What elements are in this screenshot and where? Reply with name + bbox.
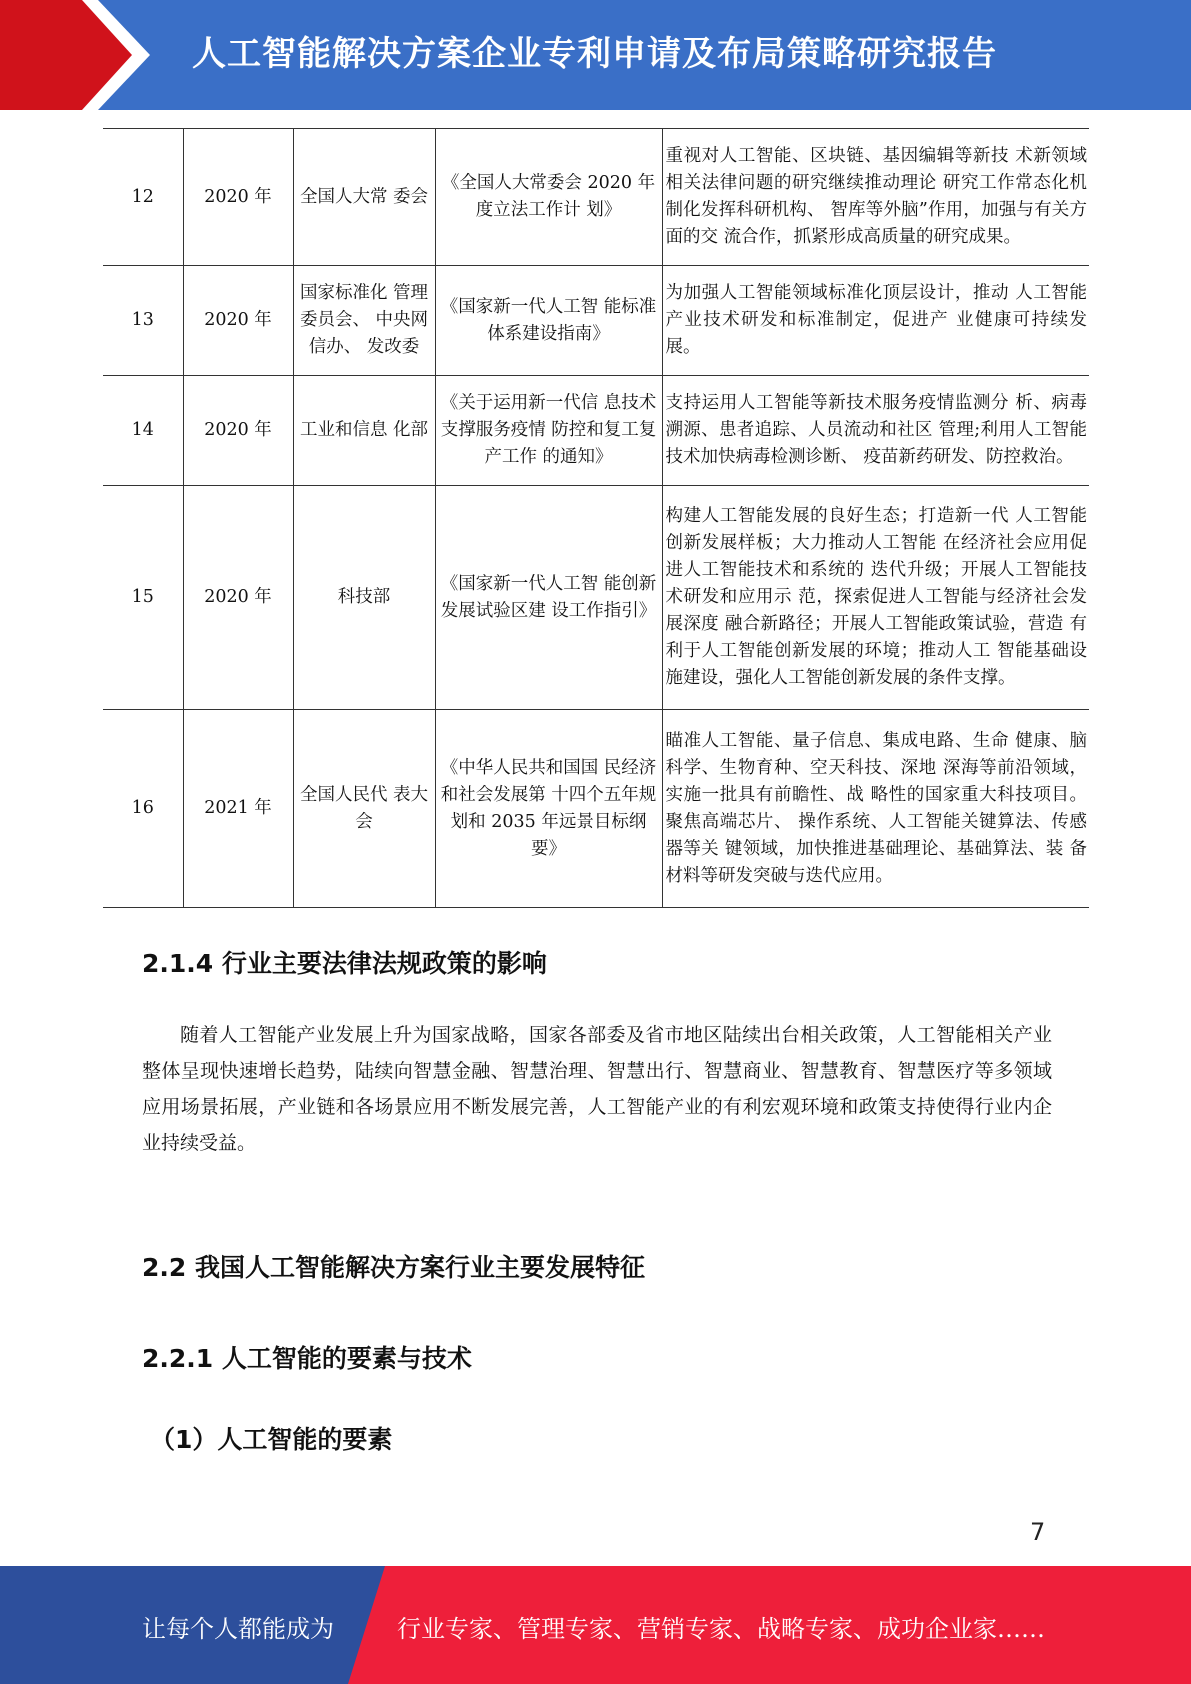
- row-number: 16: [103, 710, 183, 908]
- page-number: 7: [1030, 1518, 1046, 1546]
- row-document: 《国家新一代人工智 能标准体系建设指南》: [435, 266, 662, 376]
- row-document: 《国家新一代人工智 能创新发展试验区建 设工作指引》: [435, 486, 662, 710]
- table-row: [103, 486, 1089, 710]
- row-document: 《中华人民共和国国 民经济和社会发展第 十四个五年规划和 2035 年远景目标纲要》: [435, 710, 662, 908]
- report-title: 人工智能解决方案企业专利申请及布局策略研究报告: [192, 34, 997, 74]
- row-document: 《关于运用新一代信 息技术支撑服务疫情 防控和复工复产工作 的通知》: [435, 376, 662, 486]
- row-department: 科技部: [293, 486, 435, 710]
- row-number: 12: [103, 129, 183, 266]
- table-row: [103, 376, 1089, 486]
- body-paragraph: 随着人工智能产业发展上升为国家战略，国家各部委及省市地区陆续出台相关政策，人工智能相关产业整体呈现快速增长趋势，陆续向智慧金融、智慧治理、智慧出行、智慧商业、智慧教育、智慧医疗等多领域应用场景拓展，产业链和各场景应用不断发展完善，人工智能产业的有利宏观环境和政策支持使得行业内企业持续受益。: [142, 1024, 1052, 1154]
- table-row: [103, 129, 1089, 266]
- header-red-arrow: [0, 0, 150, 110]
- footer-slogan-right: 行业专家、管理专家、营销专家、战略专家、成功企业家……: [397, 1615, 1045, 1643]
- row-number: 15: [103, 486, 183, 710]
- row-department: 工业和信息 化部: [293, 376, 435, 486]
- row-document: 《全国人大常委会 2020 年度立法工作计 划》: [435, 129, 662, 266]
- row-year: 2021 年: [183, 710, 293, 908]
- row-description: 支持运用人工智能等新技术服务疫情监测分 析、病毒溯源、患者追踪、人员流动和社区 管理;利用人工智能技术加快病毒检测诊断、 疫苗新药研发、防控救治。: [662, 376, 1089, 486]
- row-department: 全国人民代 表大会: [293, 710, 435, 908]
- table-row: [103, 710, 1089, 908]
- footer-slogan-left: 让每个人都能成为: [142, 1615, 334, 1643]
- row-year: 2020 年: [183, 376, 293, 486]
- row-year: 2020 年: [183, 129, 293, 266]
- row-year: 2020 年: [183, 266, 293, 376]
- row-description: 重视对人工智能、区块链、基因编辑等新技 术新领域相关法律问题的研究继续推动理论 研究工作常态化机制化发挥科研机构、 智库等外脑”作用，加强与有关方面的交 流合作，抓紧形成高质量的研究成果。: [662, 129, 1089, 266]
- row-number: 13: [103, 266, 183, 376]
- section-heading-2-2: 2.2 我国人工智能解决方案行业主要发展特征: [142, 1253, 645, 1282]
- subsection-heading: （1）人工智能的要素: [150, 1425, 393, 1454]
- row-number: 14: [103, 376, 183, 486]
- row-department: 全国人大常 委会: [293, 129, 435, 266]
- table-row: [103, 266, 1089, 376]
- section-heading-2-2-1: 2.2.1 人工智能的要素与技术: [142, 1344, 472, 1373]
- section-heading-2-1-4: 2.1.4 行业主要法律法规政策的影响: [142, 949, 547, 978]
- row-description: 为加强人工智能领域标准化顶层设计，推动 人工智能产业技术研发和标准制定，促进产 业健康可持续发展。: [662, 266, 1089, 376]
- row-department: 国家标准化 管理委员会、 中央网信办、 发改委: [293, 266, 435, 376]
- row-year: 2020 年: [183, 486, 293, 710]
- row-description: 构建人工智能发展的良好生态；打造新一代 人工智能创新发展样板；大力推动人工智能 在经济社会应用促进人工智能技术和系统的 迭代升级；开展人工智能技术研发和应用示 范，探索促进人工智能与经济社会发展深度 融合新路径；开展人工智能政策试验，营造 有利于人工智能创新发展的环境；推动人工 智能基础设施建设，强化人工智能创新发展的条件支撑。: [662, 486, 1089, 710]
- row-description: 瞄准人工智能、量子信息、集成电路、生命 健康、脑科学、生物育种、空天科技、深地 深海等前沿领域，实施一批具有前瞻性、战 略性的国家重大科技项目。聚焦高端芯片、 操作系统、人工智能关键算法、传感器等关 键领域，加快推进基础理论、基础算法、装 备材料等研发突破与迭代应用。: [662, 710, 1089, 908]
- policy-table: [103, 128, 1089, 908]
- page-header: [0, 0, 1191, 110]
- page-footer: [0, 1566, 1191, 1684]
